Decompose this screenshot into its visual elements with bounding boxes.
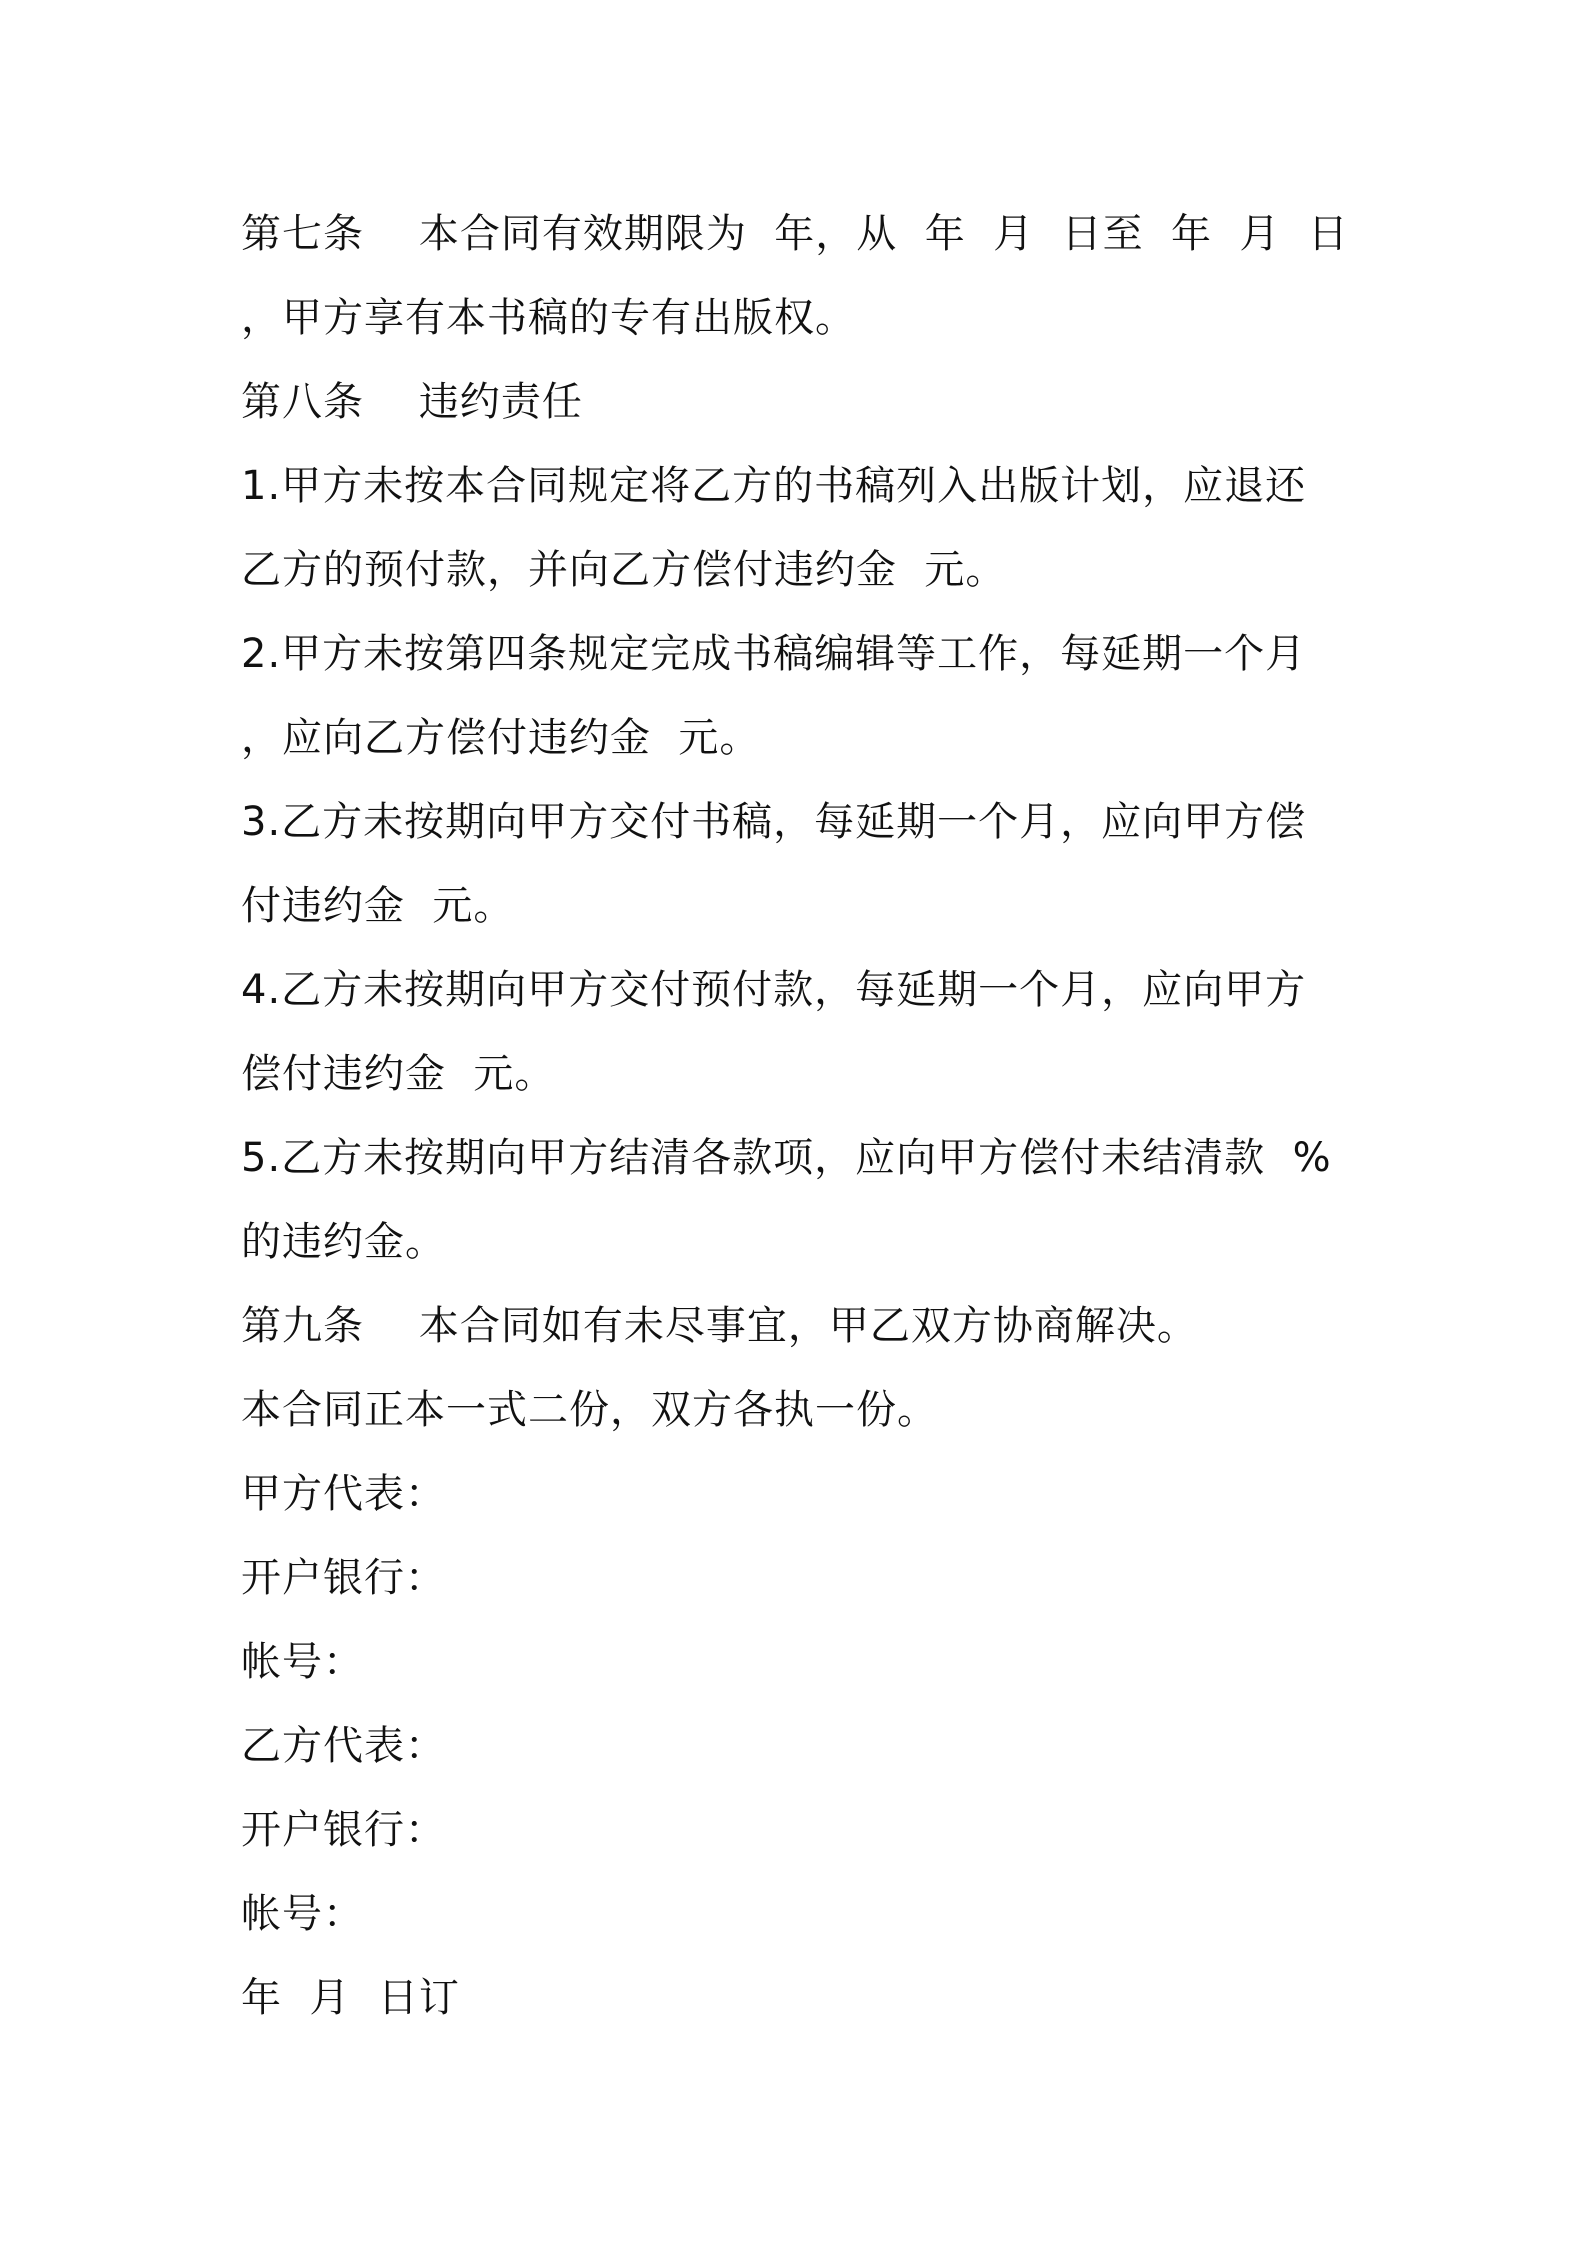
signing-date-line: 年 月 日订 bbox=[241, 1975, 460, 2021]
party-b-representative-label: 乙方代表： bbox=[241, 1723, 446, 1769]
article-9-line: 第九条 本合同如有未尽事宜，甲乙双方协商解决。 bbox=[241, 1303, 1198, 1349]
party-b-bank-label: 开户银行： bbox=[241, 1807, 446, 1853]
clause-3-line-2: 付违约金 元。 bbox=[241, 883, 515, 929]
article-7-line-1: 第七条 本合同有效期限为 年，从 年 月 日至 年 月 日 bbox=[241, 211, 1349, 257]
copies-line: 本合同正本一式二份，双方各执一份。 bbox=[241, 1387, 938, 1433]
article-8-heading: 第八条 违约责任 bbox=[241, 379, 583, 425]
clause-2-line-2: ，应向乙方偿付违约金 元。 bbox=[241, 715, 761, 761]
clause-1-line-1: 1.甲方未按本合同规定将乙方的书稿列入出版计划，应退还 bbox=[241, 463, 1307, 509]
party-a-representative-label: 甲方代表： bbox=[241, 1471, 446, 1517]
clause-4-line-1: 4.乙方未按期向甲方交付预付款，每延期一个月，应向甲方 bbox=[241, 967, 1307, 1013]
article-7-line-2: ，甲方享有本书稿的专有出版权。 bbox=[241, 295, 856, 341]
clause-4-line-2: 偿付违约金 元。 bbox=[241, 1051, 556, 1097]
document-body bbox=[241, 192, 1361, 2040]
party-b-account-label: 帐号： bbox=[241, 1891, 364, 1937]
clause-3-line-1: 3.乙方未按期向甲方交付书稿，每延期一个月，应向甲方偿 bbox=[241, 799, 1307, 845]
party-a-account-label: 帐号： bbox=[241, 1639, 364, 1685]
clause-1-line-2: 乙方的预付款，并向乙方偿付违约金 元。 bbox=[241, 547, 1007, 593]
party-a-bank-label: 开户银行： bbox=[241, 1555, 446, 1601]
clause-5-line-1: 5.乙方未按期向甲方结清各款项，应向甲方偿付未结清款 % bbox=[241, 1135, 1332, 1181]
clause-2-line-1: 2.甲方未按第四条规定完成书稿编辑等工作，每延期一个月 bbox=[241, 631, 1307, 677]
clause-5-line-2: 的违约金。 bbox=[241, 1219, 446, 1265]
